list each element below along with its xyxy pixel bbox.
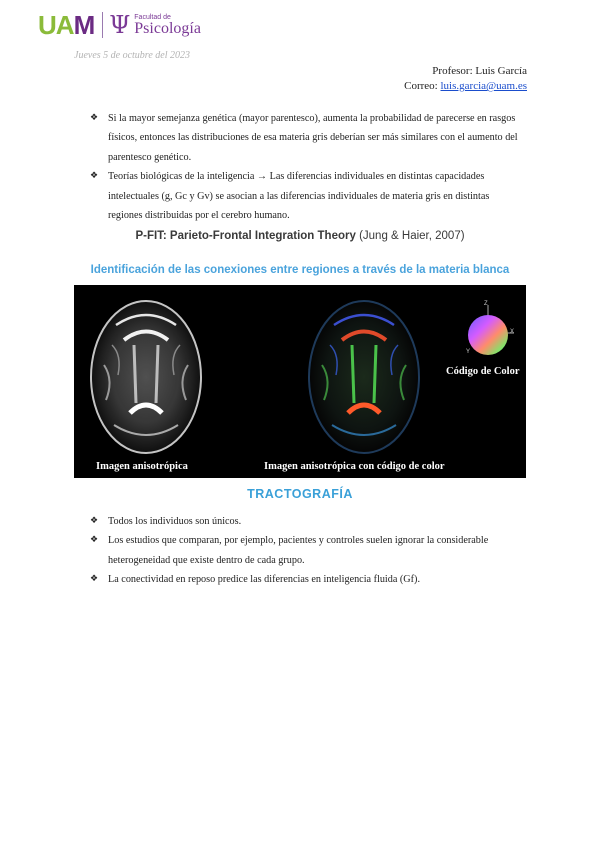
pfit-heading: P-FIT: Parieto-Frontal Integration Theory (Jung & Haier, 2007) bbox=[135, 230, 465, 242]
caption-anisotropic: Imagen anisotrópica bbox=[96, 461, 188, 472]
caption-color-coded: Imagen anisotrópica con código de color bbox=[264, 461, 445, 472]
axis-y-label: Y bbox=[466, 349, 471, 355]
bullet-list-top bbox=[90, 109, 522, 225]
professor-info bbox=[404, 64, 527, 94]
professor-name: Profesor: Luis García bbox=[432, 65, 527, 77]
bullet-icon: ❖ bbox=[90, 171, 99, 182]
color-coded-brain-image bbox=[309, 301, 419, 453]
faculty-logo-text: Facultad de Psicología bbox=[134, 13, 201, 37]
anisotropic-brain-image bbox=[91, 301, 201, 453]
bullet-icon: ❖ bbox=[90, 574, 99, 585]
tractography-heading: TRACTOGRAFÍA bbox=[247, 487, 353, 501]
professor-email-line: Correo: luis.garcia@uam.es bbox=[404, 80, 527, 92]
uam-logo: UAM bbox=[38, 9, 95, 40]
axis-x-label: X bbox=[510, 329, 515, 335]
bullet-icon: ❖ bbox=[90, 516, 99, 526]
color-code-sphere bbox=[466, 301, 514, 355]
list-item: ❖ La conectividad en reposo predice las diferencias en inteligencia fluida (Gf). bbox=[90, 570, 522, 589]
logo-divider bbox=[102, 12, 103, 38]
dti-brain-figure bbox=[74, 285, 526, 478]
list-item: ❖ Los estudios que comparan, por ejemplo, pacientes y controles suelen ignorar la considerable heterogeneidad que existe dentro de cada grupo. bbox=[90, 531, 522, 570]
list-item: ❖ Todos los individuos son únicos. bbox=[90, 512, 522, 531]
uam-psicologia-logo bbox=[38, 10, 201, 40]
bullet-list-bottom bbox=[90, 512, 522, 590]
connections-heading: Identificación de las conexiones entre regiones a través de la materia blanca bbox=[90, 264, 510, 276]
list-item: ❖ Teorías biológicas de la inteligencia → Las diferencias individuales en distintas capacidades intelectuales (g, Gc y Gv) se asocian a las diferencias individuales de materia gris en distintas regiones distribuidas por el cerebro humano. bbox=[90, 167, 522, 225]
professor-email-link[interactable]: luis.garcia@uam.es bbox=[440, 80, 527, 92]
psi-icon: Ψ bbox=[109, 11, 131, 39]
axis-z-label: Z bbox=[484, 301, 488, 307]
bullet-icon: ❖ bbox=[90, 535, 99, 546]
bullet-icon: ❖ bbox=[90, 113, 99, 123]
lecture-date: Jueves 5 de octubre del 2023 bbox=[74, 50, 190, 61]
list-item: ❖ Si la mayor semejanza genética (mayor parentesco), aumenta la probabilidad de parecerse en rasgos físicos, entonces las distribuciones de esa materia gris deberían ser más similares con el aumento del parentesco genético. bbox=[90, 109, 522, 167]
brain-images bbox=[74, 285, 526, 478]
caption-color-code: Código de Color bbox=[446, 366, 520, 377]
